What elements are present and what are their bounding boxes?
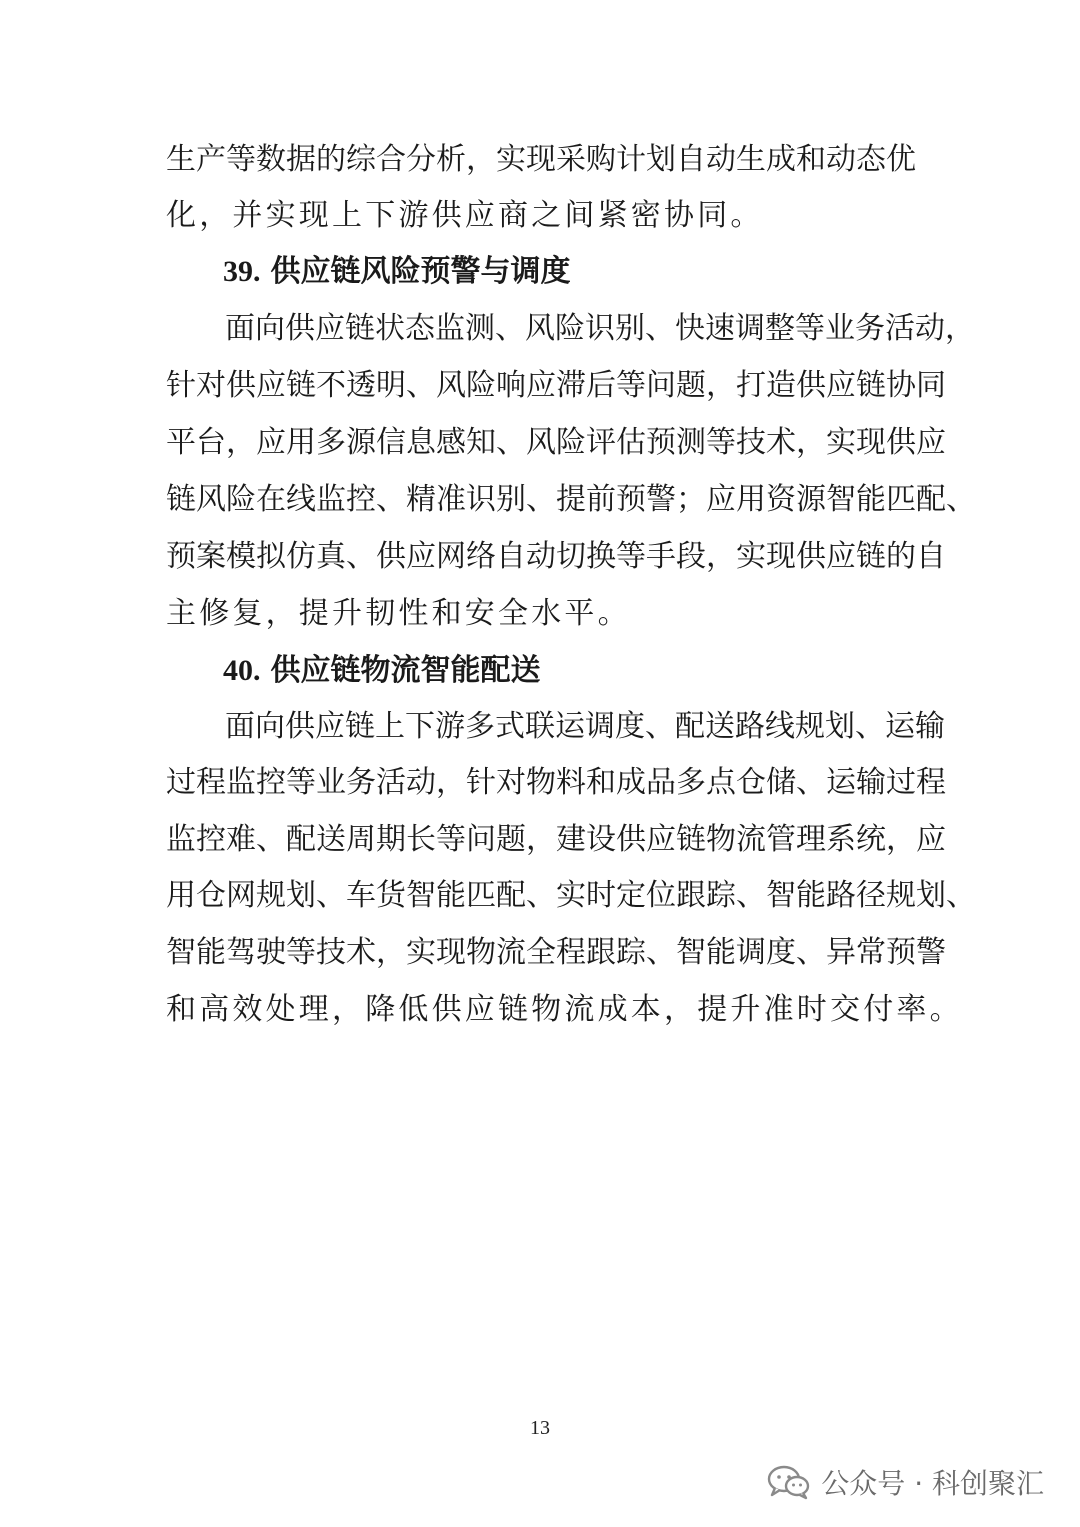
- paragraph-line: 预案模拟仿真、供应网络自动切换等手段，实现供应链的自: [166, 539, 946, 574]
- wechat-icon: [767, 1464, 811, 1500]
- paragraph-line: 平台，应用多源信息感知、风险评估预测等技术，实现供应: [166, 425, 946, 460]
- section-title: 供应链物流智能配送: [270, 653, 541, 688]
- paragraph-line: 生产等数据的综合分析，实现采购计划自动生成和动态优: [166, 142, 916, 177]
- paragraph-line: 针对供应链不透明、风险响应滞后等问题，打造供应链协同: [166, 368, 946, 403]
- wechat-watermark: [767, 1462, 1044, 1502]
- paragraph-line: 面向供应链上下游多式联运调度、配送路线规划、运输: [225, 709, 945, 744]
- paragraph-line: 过程监控等业务活动，针对物料和成品多点仓储、运输过程: [166, 765, 946, 800]
- section-number: 39.: [223, 255, 261, 288]
- section-number: 40.: [223, 654, 261, 687]
- paragraph-line: 主修复，提升韧性和安全水平。: [166, 596, 631, 631]
- paragraph-line: 面向供应链状态监测、风险识别、快速调整等业务活动，: [225, 311, 975, 346]
- paragraph-line: 智能驾驶等技术，实现物流全程跟踪、智能调度、异常预警: [166, 935, 946, 970]
- section-heading-39: [223, 252, 571, 292]
- paragraph-line: 和高效处理，降低供应链物流成本，提升准时交付率。: [166, 992, 963, 1027]
- watermark-text: 公众号 · 科创聚汇: [821, 1467, 1044, 1500]
- page-number: 13: [530, 1417, 550, 1439]
- paragraph-line: 监控难、配送周期长等问题，建设供应链物流管理系统，应: [166, 822, 946, 857]
- paragraph-line: 链风险在线监控、精准识别、提前预警；应用资源智能匹配、: [166, 482, 976, 517]
- paragraph-line: 用仓网规划、车货智能匹配、实时定位跟踪、智能路径规划、: [166, 878, 976, 913]
- section-heading-40: [223, 651, 541, 691]
- section-title: 供应链风险预警与调度: [270, 254, 571, 289]
- paragraph-line: 化，并实现上下游供应商之间紧密协同。: [166, 198, 764, 233]
